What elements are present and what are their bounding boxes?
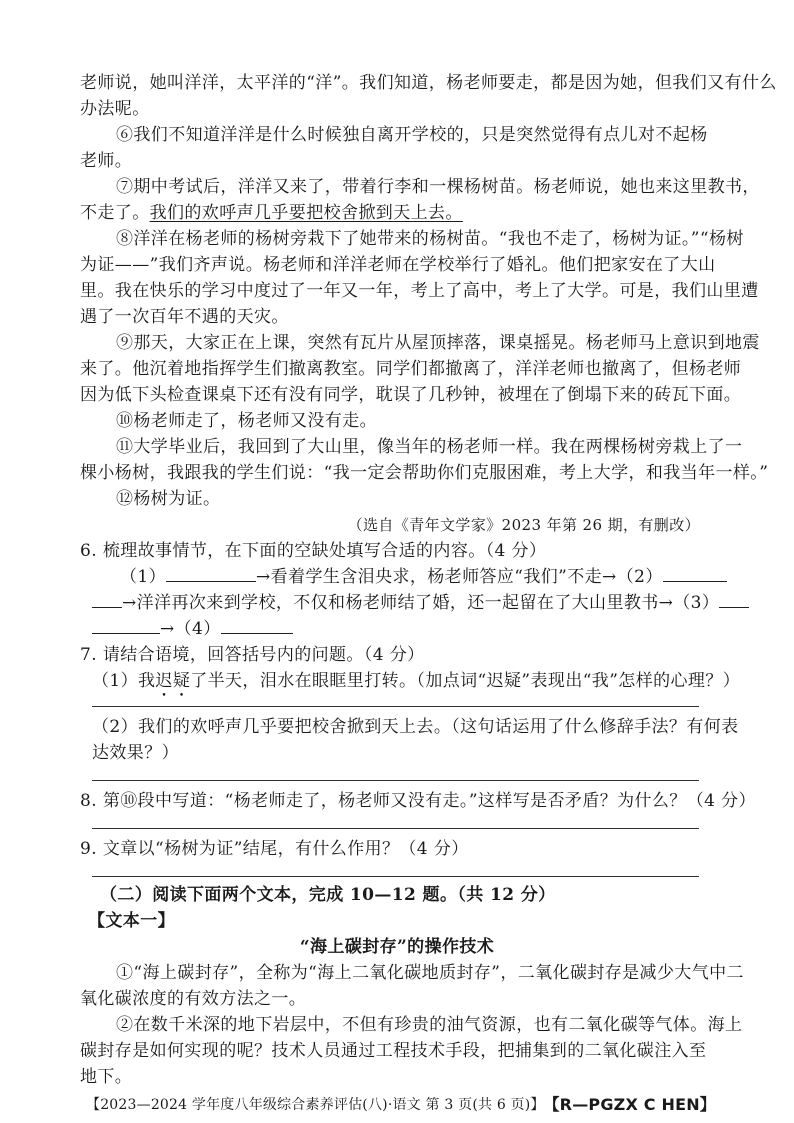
story-line: 遇了一次百年不遇的天灾。: [80, 307, 289, 327]
question-7-1: [92, 668, 741, 701]
answer-blank-3-cont[interactable]: [92, 617, 160, 634]
question-6-line: [92, 590, 720, 616]
paragraph-7: ⑦期中考试后，洋洋又来了，带着行李和一棵杨树苗。杨老师说，她也来这里教书，: [116, 177, 760, 197]
emphasized-word: 迟疑: [155, 671, 191, 691]
question-text: →洋洋再次来到学校，不仅和杨老师结了婚，还一起留在了大山里教书→（3）: [122, 593, 720, 613]
underlined-sentence: 我们的欢呼声几乎要把校舍掀到天上去。: [149, 203, 463, 223]
answer-blank-4[interactable]: [221, 617, 293, 634]
story-line: 里。我在快乐的学习中度过了一年又一年，考上了高中，考上了大学。可是，我们山里遭: [80, 281, 759, 301]
article-line: 地下。: [80, 1067, 133, 1087]
story-line: 老师。: [80, 151, 133, 171]
story-line: 因为低下头检查课桌下还有没有同学，耽误了几秒钟，被埋在了倒塌下来的砖瓦下面。: [80, 385, 742, 405]
story-line: 为证——”我们齐声说。杨老师和洋洋老师在学校举行了婚礼。他们把家安在了大山: [80, 255, 716, 275]
paragraph-6: ⑥我们不知道洋洋是什么时候独自离开学校的，只是突然觉得有点儿对不起杨: [116, 125, 708, 145]
answer-blank-2[interactable]: [663, 565, 727, 582]
section-heading: （二）阅读下面两个文本，完成 10—12 题。（共 12 分）: [100, 885, 556, 905]
article-line: 碳封存是如何实现的呢？技术人员通过工程技术手段，把捕集到的二氧化碳注入至: [80, 1041, 707, 1061]
question-6-line: [92, 616, 702, 642]
paragraph-12: ⑫杨树为证。: [116, 489, 221, 509]
footer-code: 【R—PGZX C HEN】: [543, 1095, 716, 1114]
answer-blank-3[interactable]: [719, 591, 749, 608]
story-line: 办法呢。: [80, 99, 150, 119]
question-7-2: 达效果？）: [92, 743, 179, 763]
source-citation: （选自《青年文学家》2023 年第 26 期，有删改）: [347, 516, 700, 534]
footer-info: 【2023—2024 学年度八年级综合素养评估(八)·语文 第 3 页(共 6 页)】: [86, 1097, 545, 1113]
question-8: 8. 第⑩段中写道：“杨老师走了，杨老师又没有走。”这样写是否矛盾？为什么？（4 分）: [80, 791, 756, 811]
story-line: 来了。他沉着地指挥学生们撤离教室。同学们都撤离了，洋洋老师也撤离了，但杨老师: [80, 359, 742, 379]
article-paragraph-2: ②在数千米深的地下岩层中，不但有珍贵的油气资源，也有二氧化碳等气体。海上: [116, 1015, 743, 1035]
paragraph-10: ⑩杨老师走了，杨老师又没有走。: [116, 411, 377, 431]
answer-blank-1[interactable]: [166, 565, 256, 582]
page-footer: [86, 1092, 716, 1118]
paragraph-9: ⑨那天，大家正在上课，突然有瓦片从屋顶摔落，课桌摇晃。杨老师马上意识到地震: [116, 333, 760, 353]
article-title: “海上碳封存”的操作技术: [299, 937, 495, 957]
question-6-line: [120, 564, 700, 590]
question-9: 9. 文章以“杨树为证”结尾，有什么作用？（4 分）: [80, 839, 469, 859]
question-7-2: （2）我们的欢呼声几乎要把校舍掀到天上去。（这句话运用了什么修辞手法？有何表: [92, 717, 739, 737]
question-7-title: 7. 请结合语境，回答括号内的问题。（4 分）: [80, 645, 425, 665]
story-text: 不走了。: [80, 203, 150, 223]
story-line: [80, 200, 720, 226]
answer-line[interactable]: [92, 876, 699, 877]
article-paragraph-1: ①“海上碳封存”，全称为“海上二氧化碳地质封存”，二氧化碳封存是减少大气中二: [116, 963, 744, 983]
answer-line[interactable]: [92, 828, 699, 829]
article-line: 氧化碳浓度的有效方法之一。: [80, 989, 307, 1009]
story-line: 棵小杨树，我跟我的学生们说：“我一定会帮助你们克服困难，考上大学，和我当年一样。”: [80, 463, 769, 483]
question-text: 了半天，泪水在眼眶里打转。（加点词“迟疑”表现出“我”怎样的心理？）: [190, 671, 741, 691]
question-text: →（4）: [160, 619, 221, 639]
blank-label: （1）: [120, 567, 167, 587]
answer-line[interactable]: [92, 780, 699, 781]
question-text: →看着学生含泪央求，杨老师答应“我们”不走→（2）: [256, 567, 663, 587]
text-label: 【文本一】: [88, 911, 175, 931]
paragraph-11: ⑪大学毕业后，我回到了大山里，像当年的杨老师一样。我在两棵杨树旁栽上了一: [116, 437, 743, 457]
question-6-title: 6. 梳理故事情节，在下面的空缺处填写合适的内容。（4 分）: [80, 541, 547, 561]
answer-line[interactable]: [92, 706, 699, 707]
paragraph-8: ⑧洋洋在杨老师的杨树旁栽下了她带来的杨树苗。“我也不走了，杨树为证。”“杨树: [116, 229, 744, 249]
answer-blank-2-cont[interactable]: [92, 591, 122, 608]
question-text: （1）我: [92, 671, 156, 691]
story-line: 老师说，她叫洋洋，太平洋的“洋”。我们知道，杨老师要走，都是因为她，但我们又有什么: [80, 73, 777, 93]
